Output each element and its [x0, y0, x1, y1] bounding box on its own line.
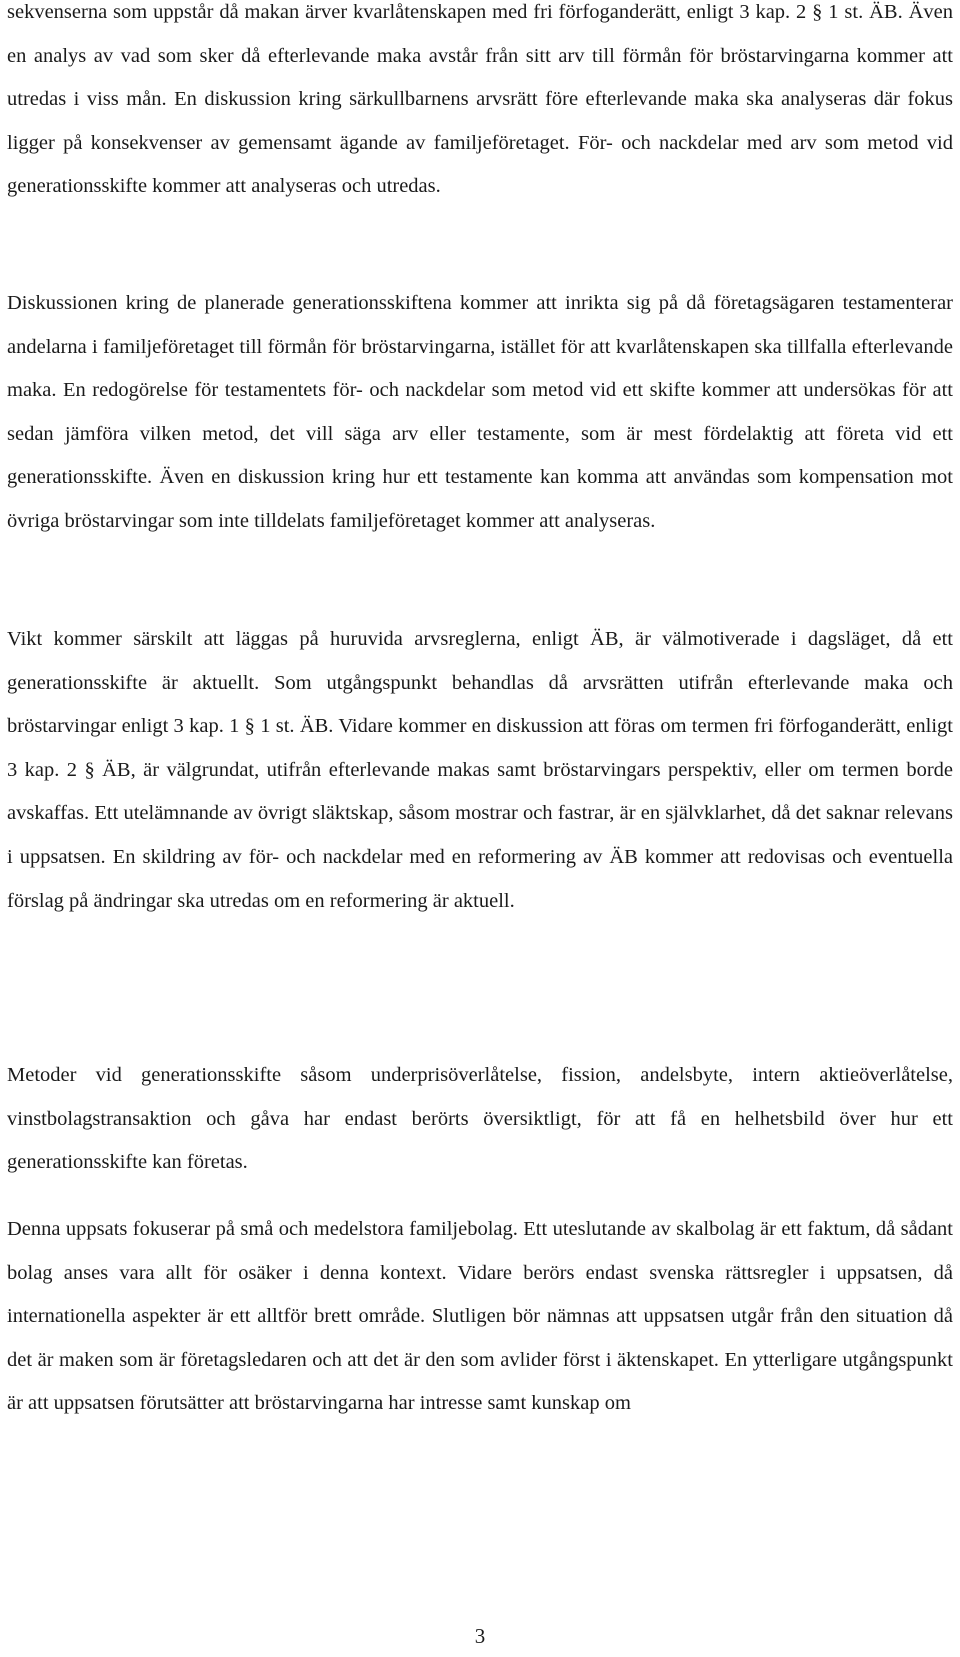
paragraph-delimitations: Denna uppsats fokuserar på små och medelstora familjebolag. Ett uteslutande av skalbolag är ett faktum, då sådant bolag anses vara allt för osäker i denna kontext. Vidare berörs endast svenska rättsregler i uppsatsen, då internationella aspekter är ett alltför brett område. Slutligen bör nämnas att uppsatsen utgår från den situation då det är maken som är företagsledaren och att det är den som avlider först i äktenskapet. En ytterligare utgångspunkt är att uppsatsen förutsätter att bröstarvingarna har intresse samt kunskap om	[7, 1218, 953, 1415]
paragraph-testament-discussion: Diskussionen kring de planerade generationsskiftena kommer att inrikta sig på då företagsägaren testamenterar andelarna i familjeföretaget till förmån för bröstarvingarna, istället för att kvarlåtenskapen ska tillfalla efterlevande maka. En redogörelse för testamentets för- och nackdelar som metod vid ett skifte kommer att undersökas för att sedan jämföra vilken metod, det vill säga arv eller testamente, som är mest fördelaktig att företa vid ett generationsskifte. Även en diskussion kring hur ett testamente kan komma att användas som kompensation mot övriga bröstarvingar som inte tilldelats familjeföretaget kommer att analyseras.	[7, 292, 953, 532]
paragraph-transfer-methods: Metoder vid generationsskifte såsom underprisöverlåtelse, fission, andelsbyte, intern aktieöverlåtelse, vinstbolagstransaktion och gåva har endast berörts översiktligt, för att få en helhetsbild över hur ett generationsskifte kan företas.	[7, 1064, 953, 1174]
paragraph-scope-inheritance: sekvenserna som uppstår då makan ärver kvarlåtenskapen med fri förfoganderätt, enligt 3 kap. 2 § 1 st. ÄB. Även en analys av vad som sker då efterlevande maka avstår från sitt arv till förmån för bröstarvingarna kommer att utredas i viss mån. En diskussion kring särkullbarnens arvsrätt före efterlevande maka ska analyseras där fokus ligger på konsekvenser av gemensamt ägande av familjeföretaget. För- och nackdelar med arv som metod vid generationsskifte kommer att analyseras och utredas.	[7, 1, 953, 198]
page-number: 3	[474, 1624, 486, 1648]
paragraph-inheritance-rules: Vikt kommer särskilt att läggas på huruvida arvsreglerna, enligt ÄB, är välmotiverade i dagsläget, då ett generationsskifte är aktuellt. Som utgångspunkt behandlas då arvsrätten utifrån efterlevande maka och bröstarvingar enligt 3 kap. 1 § 1 st. ÄB. Vidare kommer en diskussion att föras om termen fri förfoganderätt, enligt 3 kap. 2 § ÄB, är välgrundat, utifrån efterlevande makas samt bröstarvingars perspektiv, eller om termen borde avskaffas. Ett utelämnande av övrigt släktskap, såsom mostrar och fastrar, är en självklarhet, då det saknar relevans i uppsatsen. En skildring av för- och nackdelar med en reformering av ÄB kommer att redovisas och eventuella förslag på ändringar ska utredas om en reformering är aktuell.	[7, 628, 953, 912]
